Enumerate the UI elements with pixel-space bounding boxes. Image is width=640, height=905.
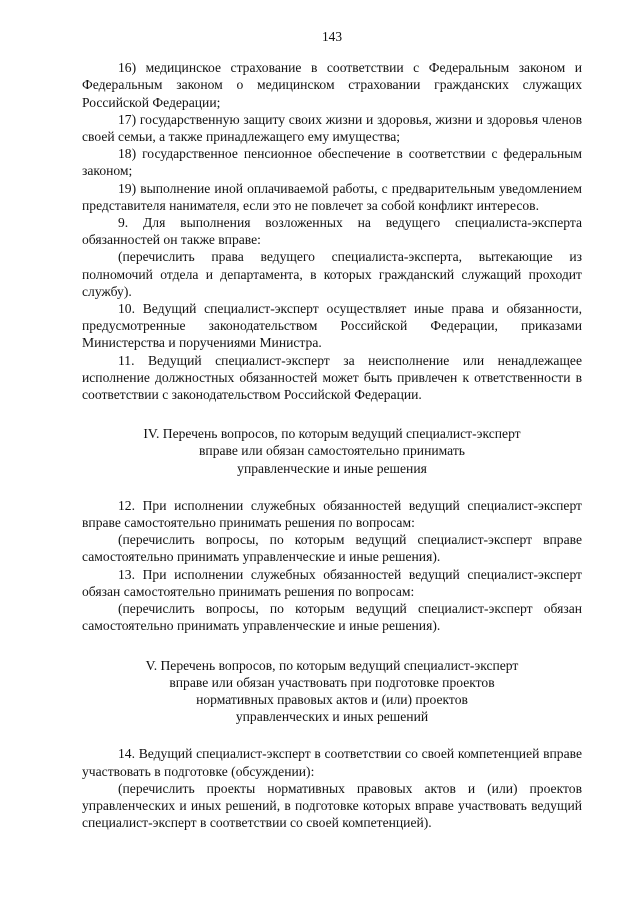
section-heading-iv — [82, 425, 582, 477]
paragraph-clause-9-note: (перечислить права ведущего специалиста-эксперта, вытекающие из полномочий отдела и департамента, в которых гражданский служащий проходит службу). — [82, 249, 582, 299]
paragraph-item-16: 16) медицинское страхование в соответствии с Федеральным законом и Федеральным законом о медицинском страховании гражданских служащих Российской Федерации; — [82, 60, 582, 110]
page-number: 143 — [321, 29, 343, 44]
paragraph-item-18: 18) государственное пенсионное обеспечение в соответствии с федеральным законом; — [82, 146, 582, 179]
heading-v-line: вправе или обязан участвовать при подготовке проектов — [169, 674, 495, 690]
heading-iv-line: управленческие и иные решения — [237, 460, 427, 476]
heading-v-line: нормативных правовых актов и (или) проектов — [196, 691, 468, 707]
paragraph-clause-12-note: (перечислить вопросы, по которым ведущий специалист-эксперт вправе самостоятельно принимать управленческие и иные решения). — [82, 532, 582, 565]
paragraph-clause-13: 13. При исполнении служебных обязанностей ведущий специалист-эксперт обязан самостоятельно принимать решения по вопросам: — [82, 566, 582, 599]
paragraph-clause-10: 10. Ведущий специалист-эксперт осуществляет иные права и обязанности, предусмотренные законодательством Российской Федерации, приказами Министерства и поручениями Министра. — [82, 301, 582, 351]
paragraph-item-17: 17) государственную защиту своих жизни и здоровья, жизни и здоровья членов своей семьи, а также принадлежащего ему имущества; — [82, 111, 582, 145]
paragraph-clause-12: 12. При исполнении служебных обязанностей ведущий специалист-эксперт вправе самостоятельно принимать решения по вопросам: — [82, 497, 582, 531]
paragraph-clause-14: 14. Ведущий специалист-эксперт в соответствии со своей компетенцией вправе участвовать в подготовке (обсуждении): — [82, 746, 582, 779]
heading-iv-line: вправе или обязан самостоятельно принимать — [199, 443, 465, 459]
heading-iv-line: IV. Перечень вопросов, по которым ведущий специалист-эксперт — [143, 426, 521, 442]
paragraph-item-19: 19) выполнение иной оплачиваемой работы, с предварительным уведомлением представителя нанимателя, если это не повлечет за собой конфликт интересов. — [82, 180, 582, 213]
heading-v-line: V. Перечень вопросов, по которым ведущий специалист-эксперт — [145, 657, 519, 673]
heading-v-line: управленческих и иных решений — [235, 709, 429, 725]
paragraph-clause-11: 11. Ведущий специалист-эксперт за неисполнение или ненадлежащее исполнение должностных обязанностей может быть привлечен к ответственности в соответствии с законодательством Российской Федерации. — [82, 352, 582, 403]
paragraph-clause-13-note: (перечислить вопросы, по которым ведущий специалист-эксперт обязан самостоятельно принимать управленческие и иные решения). — [82, 601, 582, 634]
paragraph-clause-14-note: (перечислить проекты нормативных правовых актов и (или) проектов управленческих и иных решений, в подготовке которых вправе участвовать ведущий специалист-эксперт в соответствии со своей компетенцией). — [82, 780, 582, 831]
section-heading-v — [82, 657, 582, 726]
paragraph-clause-9: 9. Для выполнения возложенных на ведущего специалиста-эксперта обязанностей он также вправе: — [82, 215, 582, 248]
